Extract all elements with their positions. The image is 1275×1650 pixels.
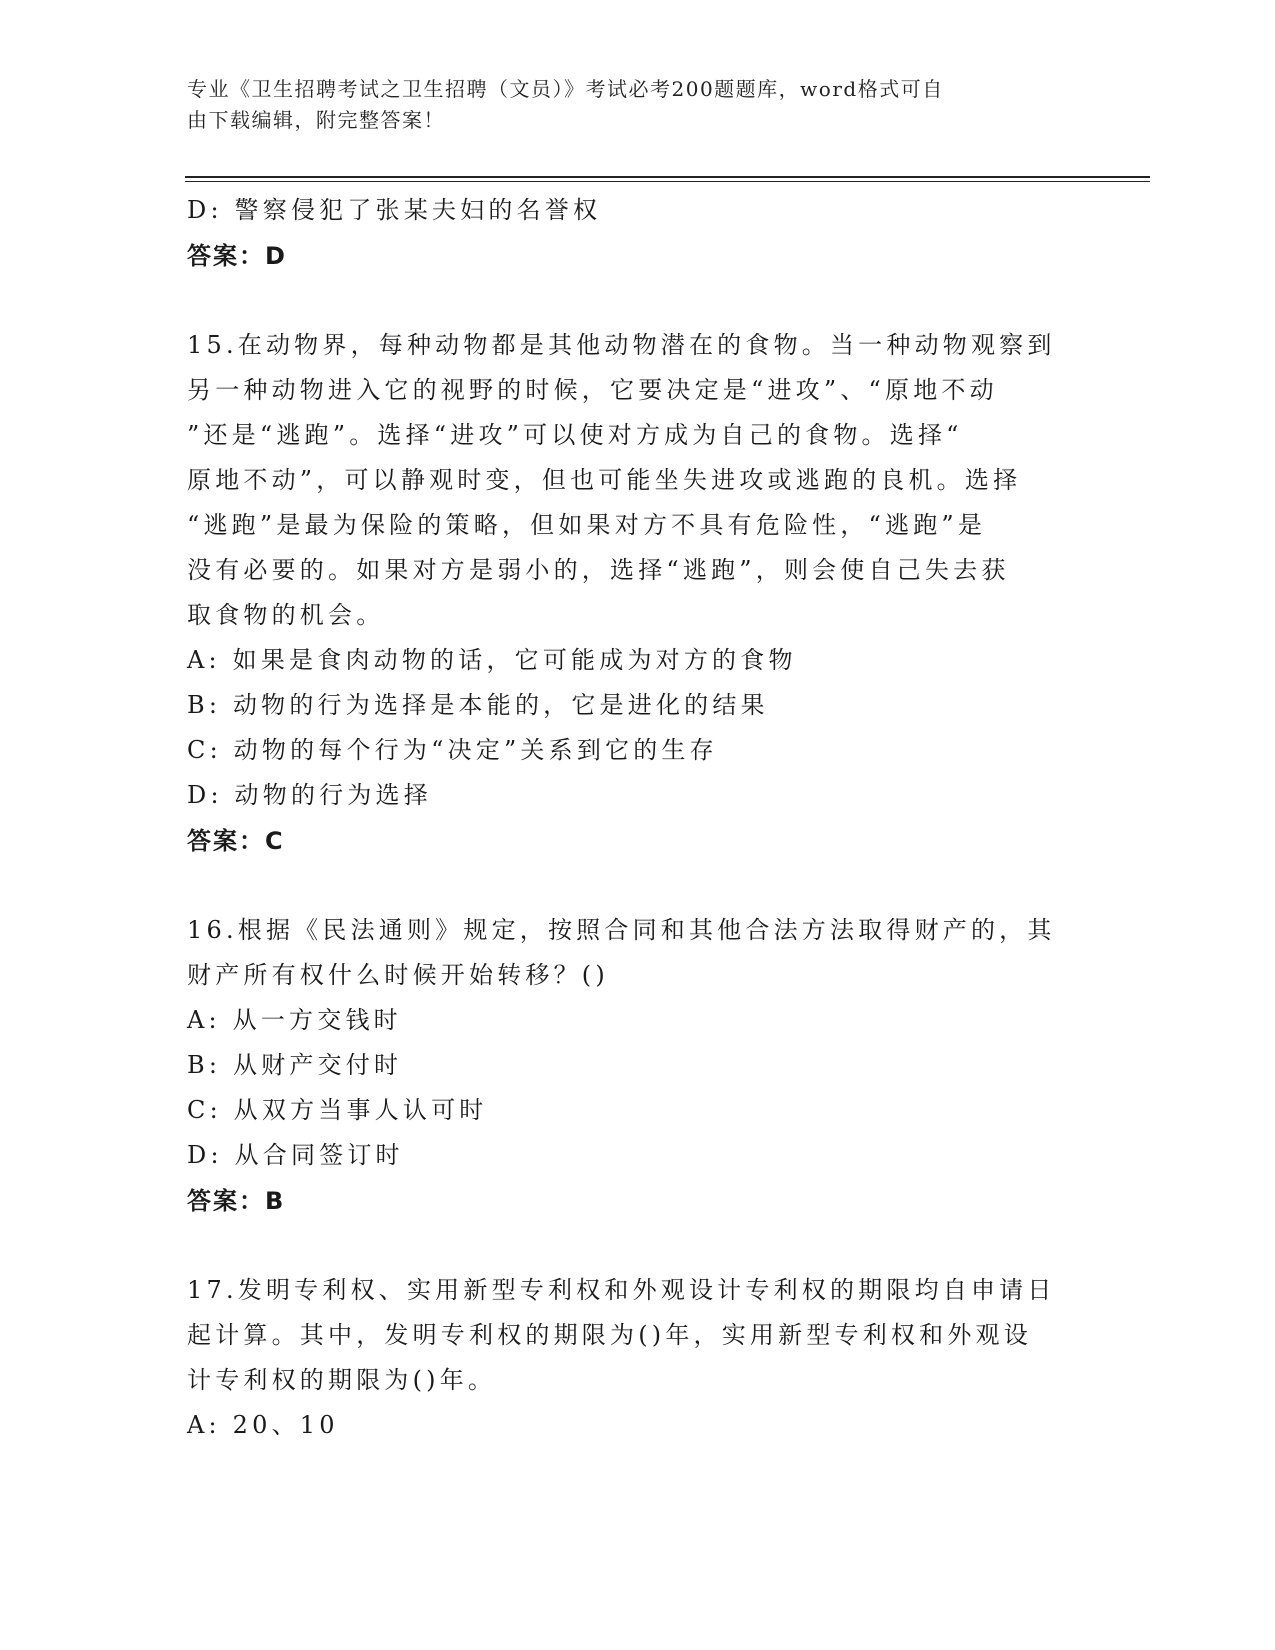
answer-line: 答案：B xyxy=(187,1187,286,1215)
option-d: D: 警察侵犯了张某夫妇的名誉权 xyxy=(187,196,602,224)
page-header xyxy=(187,74,1067,136)
header-line-2: 由下载编辑，附完整答案！ xyxy=(187,108,445,132)
answer-line: 答案：C xyxy=(187,827,285,855)
question-stem-line: 16.根据《民法通则》规定，按照合同和其他合法方法取得财产的，其 xyxy=(187,916,1056,944)
question-stem-line: 计专利权的期限为()年。 xyxy=(187,1366,497,1394)
answer-line: 答案：D xyxy=(187,242,287,270)
option-a: A: 从一方交钱时 xyxy=(187,1006,402,1034)
spacer xyxy=(187,864,1077,908)
question-stem-line: 原地不动”，可以静观时变，但也可能坐失进攻或逃跑的良机。选择 xyxy=(187,466,1022,494)
option-c: C: 动物的每个行为“决定”关系到它的生存 xyxy=(187,736,718,764)
spacer xyxy=(187,279,1077,323)
question-stem-line: ”还是“逃跑”。选择“进攻”可以使对方成为自己的食物。选择“ xyxy=(187,421,963,449)
option-d: D: 动物的行为选择 xyxy=(187,781,432,809)
option-d: D: 从合同签订时 xyxy=(187,1141,404,1169)
question-stem-line: “逃跑”是最为保险的策略，但如果对方不具有危险性，“逃跑”是 xyxy=(187,511,987,539)
question-stem-line: 15.在动物界，每种动物都是其他动物潜在的食物。当一种动物观察到 xyxy=(187,331,1056,359)
question-17 xyxy=(187,1268,1077,1448)
question-stem-line: 17.发明专利权、实用新型专利权和外观设计专利权的期限均自申请日 xyxy=(187,1276,1056,1304)
question-stem-line: 另一种动物进入它的视野的时候，它要决定是“进攻”、“原地不动 xyxy=(187,376,998,404)
header-line-1: 专业《卫生招聘考试之卫生招聘（文员）》考试必考200题题库，word格式可自 xyxy=(187,77,944,101)
option-b: B: 动物的行为选择是本能的，它是进化的结果 xyxy=(187,691,769,719)
question-15 xyxy=(187,323,1077,864)
header-rule-thin xyxy=(185,181,1150,182)
previous-question-tail xyxy=(187,188,1077,279)
question-stem-line: 取食物的机会。 xyxy=(187,601,385,629)
question-stem-line: 财产所有权什么时候开始转移？() xyxy=(187,961,609,989)
option-b: B: 从财产交付时 xyxy=(187,1051,403,1079)
question-stem-line: 没有必要的。如果对方是弱小的，选择“逃跑”，则会使自己失去获 xyxy=(187,556,1010,584)
question-stem-line: 起计算。其中，发明专利权的期限为()年，实用新型专利权和外观设 xyxy=(187,1321,1032,1349)
spacer xyxy=(187,1224,1077,1268)
question-content xyxy=(187,188,1077,1448)
header-rule-thick xyxy=(185,176,1150,178)
question-16 xyxy=(187,908,1077,1224)
option-c: C: 从双方当事人认可时 xyxy=(187,1096,488,1124)
option-a: A: 如果是食肉动物的话，它可能成为对方的食物 xyxy=(187,646,797,674)
option-a: A: 20、10 xyxy=(187,1411,339,1439)
